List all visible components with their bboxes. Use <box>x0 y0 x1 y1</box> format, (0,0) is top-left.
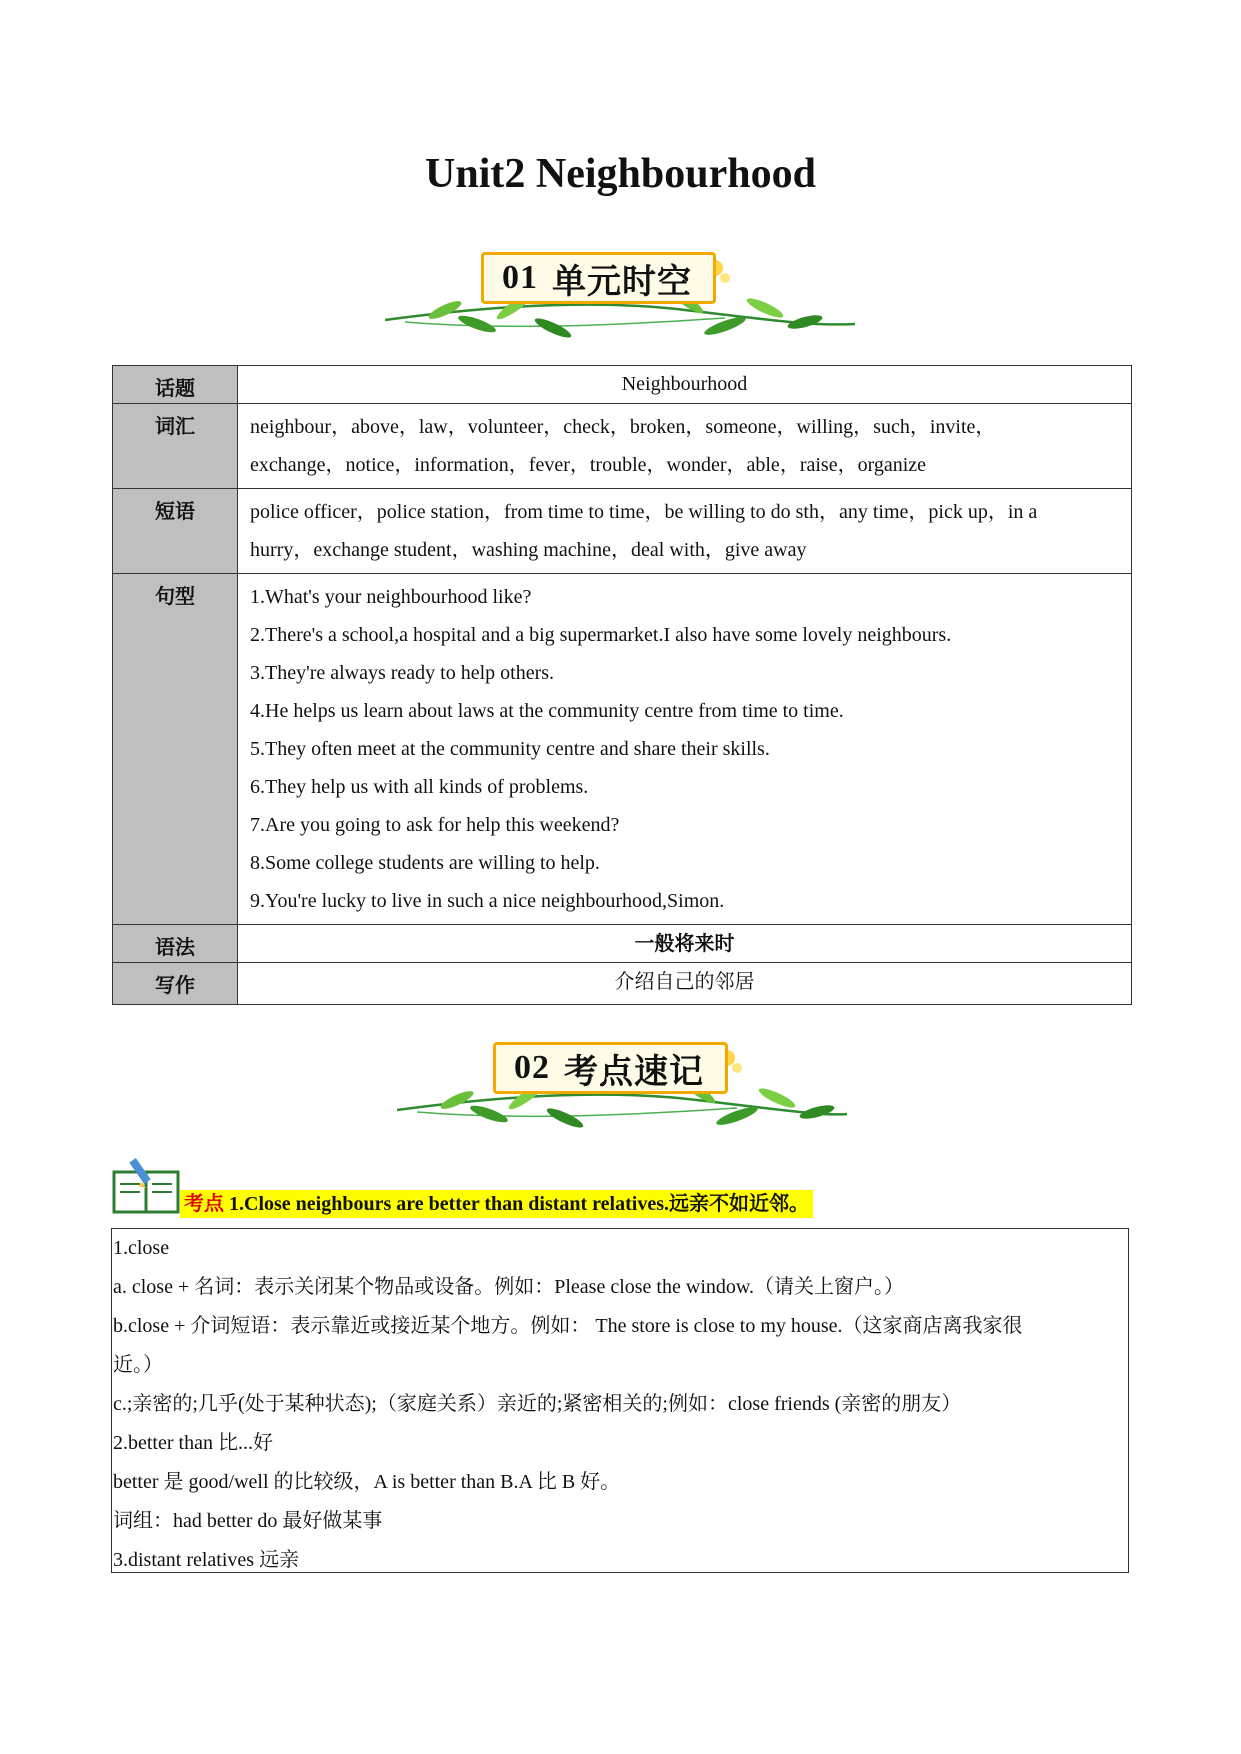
table-row-topic <box>113 366 1132 404</box>
table-row-phrases <box>113 489 1132 574</box>
table-row-vocab <box>113 404 1132 489</box>
phrases-cell <box>238 489 1132 574</box>
writing-value: 介绍自己的邻居 <box>238 963 1132 1005</box>
note-line: a. close + 名词：表示关闭某个物品或设备。例如：Please close the window.（请关上窗户。） <box>113 1276 905 1298</box>
note-line: 1.close <box>113 1237 170 1259</box>
table-row-grammar <box>113 925 1132 963</box>
note-line: better 是 good/well 的比较级，A is better than B.A 比 B 好。 <box>113 1471 621 1493</box>
note-line: 近。） <box>113 1354 163 1376</box>
keypoint-heading <box>180 1190 813 1218</box>
keypoint-tag: 考点 <box>184 1193 224 1215</box>
page-title: Unit2 Neighbourhood <box>425 151 816 197</box>
pattern-item: 3.They're always ready to help others. <box>250 662 555 684</box>
keypoint-notes-box <box>111 1228 1129 1573</box>
vocab-line: exchange，notice，information，fever，trouble，wonder，able，raise，organize <box>250 454 927 476</box>
vocab-cell <box>238 404 1132 489</box>
pattern-item: 6.They help us with all kinds of problems. <box>250 776 589 798</box>
vocab-line: neighbour，above，law，volunteer，check，broken，someone，willing，such，invite， <box>250 416 996 438</box>
note-line: 2.better than 比...好 <box>113 1432 273 1454</box>
section-number: 02 <box>514 1049 550 1086</box>
table-row-writing <box>113 963 1132 1005</box>
pattern-item: 4.He helps us learn about laws at the community centre from time to time. <box>250 700 844 722</box>
row-header-topic: 话题 <box>113 366 238 404</box>
patterns-cell <box>238 574 1132 925</box>
keypoint-text: 1.Close neighbours are better than distant relatives.远亲不如近邻。 <box>229 1193 809 1215</box>
section-banner-01 <box>385 238 855 348</box>
row-header-writing: 写作 <box>113 963 238 1005</box>
table-row-patterns <box>113 574 1132 925</box>
row-header-grammar: 语法 <box>113 925 238 963</box>
section-banner-02 <box>397 1028 867 1138</box>
row-header-patterns: 句型 <box>113 574 238 925</box>
topic-value: Neighbourhood <box>238 366 1132 404</box>
phrase-line: police officer，police station，from time to time，be willing to do sth，any time，pick up，in a <box>250 501 1038 523</box>
open-book-pencil-icon <box>112 1152 184 1218</box>
phrase-line: hurry，exchange student，washing machine，deal with，give away <box>250 539 807 561</box>
note-line: 词组：had better do 最好做某事 <box>113 1510 383 1532</box>
section-label <box>481 252 716 304</box>
pattern-item: 5.They often meet at the community centre and share their skills. <box>250 738 770 760</box>
unit-overview-table <box>112 365 1132 1005</box>
note-line: c.;亲密的;几乎(处于某种状态);（家庭关系）亲近的;紧密相关的;例如：close friends (亲密的朋友） <box>113 1393 962 1415</box>
section-label <box>493 1042 728 1094</box>
section-title: 单元时空 <box>552 263 692 301</box>
section-title: 考点速记 <box>564 1053 704 1091</box>
section-number: 01 <box>502 259 538 296</box>
pattern-item: 7.Are you going to ask for help this weekend? <box>250 814 620 836</box>
pattern-item: 1.What's your neighbourhood like? <box>250 586 532 608</box>
keypoint-heading-row <box>112 1152 1132 1218</box>
pattern-item: 9.You're lucky to live in such a nice neighbourhood,Simon. <box>250 890 725 912</box>
pattern-item: 2.There's a school,a hospital and a big supermarket.I also have some lovely neighbours. <box>250 624 952 646</box>
row-header-phrases: 短语 <box>113 489 238 574</box>
note-line: 3.distant relatives 远亲 <box>113 1549 300 1571</box>
pattern-item: 8.Some college students are willing to help. <box>250 852 600 874</box>
grammar-value: 一般将来时 <box>238 925 1132 963</box>
row-header-vocab: 词汇 <box>113 404 238 489</box>
note-line: b.close + 介词短语：表示靠近或接近某个地方。例如： The store is close to my house.（这家商店离我家很 <box>113 1315 1023 1337</box>
